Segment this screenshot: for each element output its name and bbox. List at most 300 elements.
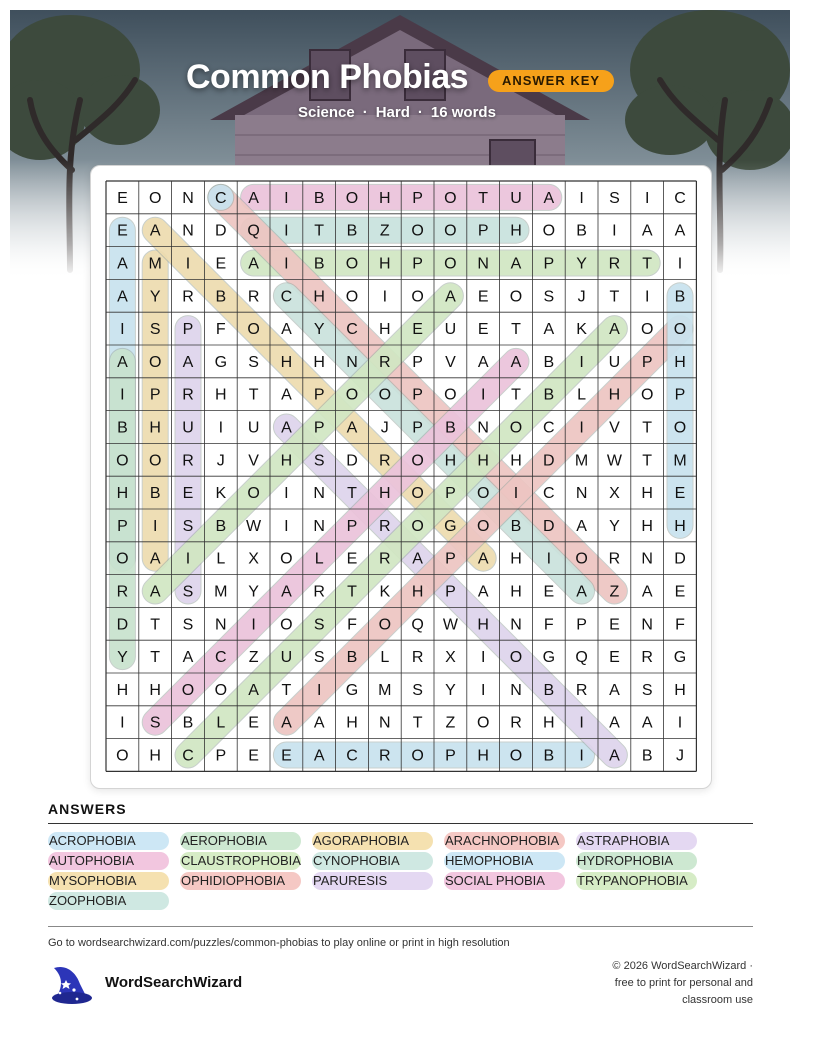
grid-letter: A	[576, 583, 587, 601]
grid-letter: P	[477, 222, 489, 240]
grid-letter: R	[379, 550, 391, 568]
grid-letter: B	[641, 747, 653, 765]
grid-letter: T	[412, 714, 423, 732]
grid-letter: K	[379, 583, 391, 601]
grid-letter: E	[543, 583, 555, 601]
grid-letter: A	[248, 255, 259, 273]
grid-letter: A	[543, 321, 555, 339]
grid-letter: I	[579, 189, 584, 207]
grid-letter: I	[185, 255, 191, 273]
grid-letter: A	[248, 189, 259, 207]
grid-letter: I	[120, 386, 125, 404]
grid-letter: H	[510, 452, 522, 470]
grid-letter: T	[150, 649, 161, 667]
grid-letter: T	[511, 386, 521, 404]
grid-letter: A	[149, 550, 161, 568]
grid-letter: E	[477, 321, 489, 339]
grid-letter: Y	[149, 288, 161, 306]
grid-letter: H	[346, 714, 358, 732]
grid-letter: E	[674, 583, 686, 601]
grid-letter: S	[149, 321, 161, 339]
grid-letter: H	[510, 550, 522, 568]
grid-letter: R	[247, 288, 260, 306]
grid-letter: A	[576, 517, 587, 535]
grid-letter: P	[117, 517, 128, 535]
grid-letter: I	[644, 189, 650, 207]
grid-letter: P	[641, 353, 653, 371]
grid-letter: N	[510, 681, 522, 699]
grid-letter: E	[117, 222, 128, 240]
grid-letter: Y	[313, 321, 325, 339]
grid-letter: T	[281, 681, 292, 699]
grid-letter: O	[378, 386, 392, 404]
grid-letter: K	[215, 485, 227, 503]
meta-word-count: 16 words	[430, 104, 496, 121]
grid-letter: A	[117, 255, 128, 273]
grid-letter: E	[281, 747, 292, 765]
grid-letter: A	[117, 353, 128, 371]
grid-letter: I	[218, 419, 224, 437]
grid-letter: B	[313, 255, 325, 273]
grid-letter: C	[543, 419, 555, 437]
grid-letter: Z	[379, 222, 390, 240]
grid-letter: E	[609, 649, 620, 667]
grid-letter: H	[116, 485, 129, 503]
grid-letter: P	[412, 189, 423, 207]
puzzle-title: Common Phobias	[186, 58, 469, 96]
grid-letter: R	[313, 583, 325, 601]
grid-letter: P	[576, 616, 587, 634]
grid-letter: C	[346, 321, 358, 339]
grid-letter: O	[444, 255, 457, 273]
grid-letter: O	[411, 517, 424, 535]
grid-letter: G	[214, 353, 228, 371]
footer-link-text[interactable]: Go to wordsearchwizard.com/puzzles/common-phobias to play online or print in high resolution	[48, 937, 510, 949]
grid-letter: G	[542, 649, 556, 667]
grid-letter: I	[284, 485, 289, 503]
grid-letter: U	[608, 353, 621, 371]
grid-letter: S	[149, 714, 161, 732]
grid-letter: P	[182, 321, 194, 339]
grid-letter: H	[149, 747, 161, 765]
answer-item: PARURESIS	[312, 872, 433, 890]
letter-grid	[91, 166, 711, 788]
grid-letter: P	[412, 255, 423, 273]
grid-letter: A	[609, 321, 620, 339]
grid-letter: I	[513, 485, 519, 503]
grid-letter: N	[215, 616, 227, 634]
grid-letter: B	[543, 353, 555, 371]
grid-letter: B	[149, 485, 161, 503]
grid-letter: N	[182, 189, 194, 207]
grid-letter: O	[509, 288, 523, 306]
grid-letter: U	[247, 419, 260, 437]
grid-letter: A	[281, 386, 292, 404]
answers-divider	[48, 823, 753, 824]
grid-letter: P	[412, 353, 423, 371]
grid-letter: F	[543, 616, 554, 634]
grid-letter: S	[182, 616, 194, 634]
grid-letter: U	[444, 321, 457, 339]
grid-letter: A	[149, 583, 161, 601]
grid-letter: H	[641, 485, 653, 503]
grid-letter: H	[510, 583, 522, 601]
grid-letter: A	[313, 714, 325, 732]
grid-letter: C	[182, 747, 194, 765]
grid-letter: M	[673, 452, 687, 470]
grid-letter: N	[313, 517, 325, 535]
grid-letter: S	[313, 452, 325, 470]
grid-letter: H	[149, 681, 161, 699]
grid-letter: R	[379, 747, 391, 765]
grid-letter: I	[382, 288, 388, 306]
grid-letter: A	[543, 189, 555, 207]
grid-letter: O	[640, 386, 654, 404]
grid-letter: I	[546, 550, 552, 568]
meta-difficulty: Hard	[375, 104, 410, 121]
grid-letter: A	[609, 681, 620, 699]
answer-item: CYNOPHOBIA	[312, 852, 433, 870]
grid-letter: B	[445, 419, 456, 437]
answer-key-badge: ANSWER KEY	[488, 70, 614, 92]
answer-item: AEROPHOBIA	[180, 832, 301, 850]
grid-letter: W	[246, 517, 262, 535]
grid-letter: D	[116, 616, 129, 634]
grid-letter: U	[280, 649, 293, 667]
answer-item: AGORAPHOBIA	[312, 832, 433, 850]
grid-letter: E	[477, 288, 489, 306]
grid-letter: A	[182, 353, 194, 371]
grid-letter: H	[379, 189, 391, 207]
grid-letter: I	[579, 419, 584, 437]
grid-letter: X	[248, 550, 259, 568]
grid-letter: I	[677, 714, 683, 732]
grid-letter: Z	[445, 714, 456, 732]
grid-letter: B	[543, 681, 555, 699]
grid-letter: O	[575, 550, 588, 568]
grid-letter: Q	[247, 222, 260, 240]
grid-letter: Y	[248, 583, 259, 601]
grid-letter: T	[642, 419, 653, 437]
grid-letter: L	[216, 550, 226, 568]
grid-letter: O	[411, 288, 424, 306]
grid-letter: N	[575, 485, 588, 503]
grid-letter: O	[280, 616, 293, 634]
grid-letter: S	[641, 681, 653, 699]
grid-letter: P	[412, 386, 423, 404]
grid-letter: A	[182, 649, 194, 667]
grid-letter: H	[608, 386, 621, 404]
grid-letter: I	[579, 353, 584, 371]
grid-letter: I	[284, 517, 289, 535]
grid-letter: A	[641, 714, 653, 732]
answer-item: TRYPANOPHOBIA	[576, 872, 697, 890]
footer-divider	[48, 926, 753, 927]
grid-letter: I	[579, 714, 584, 732]
grid-letter: I	[480, 649, 486, 667]
grid-letter: P	[674, 386, 686, 404]
grid-letter: V	[609, 419, 620, 437]
grid-letter: H	[379, 321, 391, 339]
grid-letter: P	[215, 747, 227, 765]
answer-item: ZOOPHOBIA	[48, 892, 169, 910]
grid-letter: H	[477, 452, 489, 470]
grid-letter: T	[511, 321, 521, 339]
grid-letter: J	[216, 452, 225, 470]
grid-letter: H	[313, 288, 325, 306]
grid-letter: I	[284, 255, 289, 273]
grid-letter: E	[248, 747, 259, 765]
grid-letter: S	[182, 517, 194, 535]
grid-letter: B	[346, 222, 358, 240]
grid-letter: W	[442, 616, 458, 634]
grid-letter: R	[641, 649, 653, 667]
grid-letter: O	[247, 321, 260, 339]
grid-letter: O	[345, 255, 359, 273]
answer-item: HYDROPHOBIA	[576, 852, 697, 870]
grid-letter: A	[281, 714, 292, 732]
grid-letter: P	[149, 386, 161, 404]
grid-letter: I	[120, 321, 125, 339]
grid-letter: B	[674, 288, 686, 306]
grid-letter: T	[478, 189, 489, 207]
puzzle-card	[90, 165, 712, 789]
grid-letter: L	[577, 386, 587, 404]
grid-letter: H	[641, 517, 653, 535]
grid-letter: L	[216, 714, 226, 732]
grid-letter: Z	[248, 649, 259, 667]
grid-letter: B	[182, 714, 194, 732]
grid-letter: A	[248, 681, 259, 699]
grid-letter: A	[609, 747, 620, 765]
grid-letter: O	[148, 452, 162, 470]
grid-letter: E	[412, 321, 423, 339]
grid-letter: T	[347, 583, 357, 601]
grid-letter: H	[674, 517, 686, 535]
grid-letter: O	[411, 485, 424, 503]
grid-letter: O	[673, 419, 687, 437]
grid-letter: O	[345, 386, 359, 404]
grid-letter: Q	[575, 649, 588, 667]
grid-letter: O	[116, 747, 129, 765]
grid-letter: O	[116, 452, 129, 470]
grid-letter: O	[345, 189, 359, 207]
grid-letter: M	[214, 583, 228, 601]
grid-letter: J	[577, 288, 586, 306]
grid-letter: M	[574, 452, 589, 470]
grid-letter: P	[346, 517, 358, 535]
answers-heading: ANSWERS	[48, 801, 127, 817]
grid-letter: L	[380, 649, 390, 667]
grid-letter: O	[148, 353, 162, 371]
grid-letter: A	[117, 288, 128, 306]
grid-letter: M	[378, 681, 392, 699]
grid-letter: A	[445, 288, 456, 306]
grid-letter: O	[509, 747, 523, 765]
grid-letter: G	[673, 649, 687, 667]
grid-letter: H	[379, 255, 391, 273]
wizard-hat-icon	[46, 962, 94, 1006]
grid-letter: I	[120, 714, 125, 732]
grid-letter: R	[575, 681, 588, 699]
answer-item: ARACHNOPHOBIA	[444, 832, 565, 850]
grid-letter: H	[215, 386, 227, 404]
grid-letter: D	[674, 550, 686, 568]
grid-letter: N	[641, 616, 653, 634]
grid-letter: T	[314, 222, 325, 240]
grid-letter: H	[510, 222, 522, 240]
grid-letter: I	[284, 189, 289, 207]
grid-letter: N	[379, 714, 391, 732]
grid-letter: C	[215, 649, 227, 667]
grid-letter: O	[345, 288, 359, 306]
grid-letter: O	[476, 517, 490, 535]
grid-letter: Y	[609, 517, 620, 535]
grid-letter: L	[314, 550, 324, 568]
answer-item: MYSOPHOBIA	[48, 872, 169, 890]
grid-letter: R	[182, 452, 194, 470]
grid-letter: S	[182, 583, 194, 601]
copyright-line: classroom use	[682, 994, 753, 1006]
grid-letter: O	[247, 485, 260, 503]
grid-letter: N	[346, 353, 358, 371]
grid-letter: F	[347, 616, 357, 634]
grid-letter: B	[543, 747, 555, 765]
grid-letter: A	[281, 321, 292, 339]
grid-letter: D	[215, 222, 227, 240]
grid-letter: E	[117, 189, 128, 207]
grid-letter: O	[378, 616, 392, 634]
grid-letter: O	[509, 649, 523, 667]
grid-letter: A	[674, 222, 686, 240]
grid-letter: B	[117, 419, 128, 437]
grid-letter: C	[543, 485, 555, 503]
grid-letter: M	[148, 255, 162, 273]
grid-letter: O	[444, 386, 457, 404]
grid-letter: P	[445, 747, 456, 765]
grid-letter: R	[116, 583, 129, 601]
grid-letter: T	[248, 386, 259, 404]
grid-letter: O	[542, 222, 556, 240]
grid-letter: E	[674, 485, 686, 503]
grid-letter: A	[641, 583, 653, 601]
grid-letter: T	[150, 616, 161, 634]
grid-letter: A	[313, 747, 325, 765]
grid-letter: B	[215, 517, 227, 535]
grid-letter: P	[313, 419, 325, 437]
grid-letter: E	[609, 616, 620, 634]
grid-letter: H	[674, 681, 686, 699]
grid-letter: B	[313, 189, 325, 207]
grid-letter: F	[675, 616, 685, 634]
grid-letter: A	[641, 222, 653, 240]
grid-letter: N	[510, 616, 522, 634]
grid-letter: U	[182, 419, 194, 437]
grid-letter: N	[477, 255, 489, 273]
grid-letter: V	[248, 452, 259, 470]
grid-letter: X	[609, 485, 620, 503]
answer-item: ASTRAPHOBIA	[576, 832, 697, 850]
grid-letter: O	[640, 321, 654, 339]
grid-letter: H	[280, 353, 293, 371]
grid-letter: I	[284, 222, 289, 240]
grid-letter: C	[674, 189, 686, 207]
grid-letter: A	[510, 255, 522, 273]
grid-letter: B	[576, 222, 587, 240]
grid-letter: C	[280, 288, 293, 306]
grid-letter: I	[316, 681, 322, 699]
grid-letter: I	[579, 747, 584, 765]
grid-letter: A	[477, 550, 489, 568]
grid-letter: N	[477, 419, 489, 437]
grid-letter: R	[510, 714, 522, 732]
meta-category: Science	[298, 104, 355, 121]
grid-letter: I	[480, 681, 486, 699]
grid-letter: I	[677, 255, 683, 273]
grid-letter: P	[543, 255, 555, 273]
answer-item: ACROPHOBIA	[48, 832, 169, 850]
grid-letter: I	[251, 616, 256, 634]
grid-letter: I	[612, 222, 617, 240]
grid-letter: C	[215, 189, 227, 207]
brand-name: WordSearchWizard	[105, 974, 243, 991]
grid-letter: H	[477, 616, 489, 634]
grid-letter: Y	[117, 649, 128, 667]
grid-letter: A	[412, 550, 423, 568]
grid-letter: R	[379, 517, 391, 535]
grid-letter: P	[445, 583, 456, 601]
grid-letter: T	[642, 255, 653, 273]
grid-letter: T	[642, 452, 653, 470]
grid-letter: O	[509, 419, 523, 437]
grid-letter: N	[182, 222, 194, 240]
grid-letter: O	[181, 681, 195, 699]
grid-letter: O	[411, 452, 424, 470]
grid-letter: G	[444, 517, 457, 535]
grid-letter: P	[445, 550, 456, 568]
answer-item: HEMOPHOBIA	[444, 852, 565, 870]
grid-letter: C	[346, 747, 358, 765]
grid-letter: Y	[445, 681, 456, 699]
grid-letter: O	[116, 550, 129, 568]
grid-letter: R	[608, 255, 621, 273]
grid-letter: Z	[609, 583, 620, 601]
grid-letter: O	[444, 189, 457, 207]
grid-letter: U	[510, 189, 522, 207]
grid-letter: E	[346, 550, 358, 568]
grid-letter: T	[347, 485, 357, 503]
grid-letter: A	[281, 419, 292, 437]
grid-letter: S	[609, 189, 620, 207]
copyright-line: free to print for personal and	[614, 977, 753, 989]
grid-letter: R	[411, 649, 424, 667]
grid-letter: G	[345, 681, 359, 699]
grid-letter: O	[280, 550, 293, 568]
grid-letter: J	[380, 419, 389, 437]
grid-letter: Y	[576, 255, 587, 273]
puzzle-meta: Science · Hard · 16 words	[298, 104, 496, 121]
grid-letter: X	[445, 649, 456, 667]
grid-letter: S	[313, 616, 325, 634]
grid-letter: A	[281, 583, 292, 601]
grid-letter: N	[641, 550, 653, 568]
grid-letter: H	[149, 419, 161, 437]
grid-letter: O	[476, 714, 490, 732]
grid-letter: B	[543, 386, 555, 404]
answer-item: AUTOPHOBIA	[48, 852, 169, 870]
grid-letter: B	[215, 288, 227, 306]
grid-letter: N	[313, 485, 325, 503]
